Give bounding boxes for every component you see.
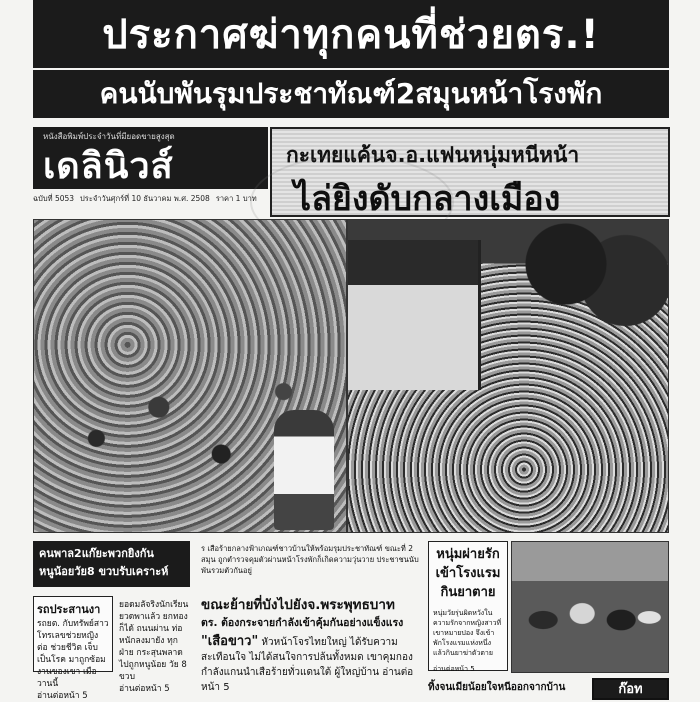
police-station-building bbox=[348, 240, 481, 390]
lead-story-line1: กะเทยแค้นจ.อ.แฟนหนุ่มหนีหน้า bbox=[286, 143, 580, 167]
middle-story-body bbox=[197, 634, 425, 695]
arrest-photo bbox=[511, 541, 669, 673]
shooting-story-more[interactable]: อ่านต่อหน้า 5 bbox=[119, 684, 170, 694]
lead-story-headline bbox=[270, 127, 670, 217]
trees bbox=[498, 220, 668, 330]
main-headline: ประกาศฆ่าทุกคนที่ช่วยตร.! bbox=[33, 0, 669, 68]
car-crash-body: รถยต. กับทรัพย์สาว โทรเลขช่วยหญิง ต่อ ช่วยชีวิต เจ็บเป็นโรค มาถูกซ้อม งานของเขา เมือ วานนี้ bbox=[37, 619, 109, 689]
car-crash-story bbox=[33, 596, 113, 701]
suicide-more[interactable]: อ่านต่อหน้า 5 bbox=[433, 665, 475, 673]
left-column-headline bbox=[33, 541, 190, 587]
crowd-photo-right bbox=[347, 219, 669, 533]
shooting-story-text: ยอดมลัจริงนักเรียน ยวดพาแล้ว ยกทองก็ได้ ถนนผ่าน ท่อหนักลงมายัง ทุกฝ่าย กระสุนพลาด ไปถูกหนูน้อย วัย 8 ขวบ bbox=[119, 600, 189, 682]
issue-number: ฉบับที่ 5053 bbox=[33, 194, 75, 203]
left-column-headline-line1: คนพาล2แก๊ยะพวกยิงกัน bbox=[39, 547, 154, 560]
crowd-photo-left bbox=[33, 219, 347, 533]
left-column-headline-line2: หนูน้อยวัย8 ขวบรับเคราะห์ bbox=[39, 565, 169, 578]
suicide-title-line1: หนุ่มผ่ายรัก bbox=[436, 547, 500, 562]
corner-label: ก๊อท bbox=[592, 678, 669, 700]
lead-story-line2: ไล่ยิงดับกลางเมือง bbox=[294, 179, 561, 219]
middle-story-title: ขณะย้ายที่บังไปยังจ.พระพุทธบาท bbox=[201, 597, 395, 613]
middle-story-nickname: "เสือขาว" bbox=[201, 634, 259, 649]
issue-line bbox=[33, 192, 268, 206]
newspaper-name: เดลินิวส์ bbox=[43, 145, 174, 187]
bottom-teaser: ทิ้งจนเมียน้อยใจหนีออกจากบ้าน bbox=[428, 682, 566, 693]
suicide-body: หนุ่มวัยรุ่นผิดหวังในความรักจากหญิงสาวที่เขาหมายปอง จึงเข้าพักโรงแรมแห่งหนึ่งแล้วกินยาฆ่าตัวตาย bbox=[433, 609, 502, 657]
child-figure bbox=[274, 410, 334, 530]
middle-story-subtitle: ตร. ต้องกระจายกำลังเข้าคุ้มกันอย่างแข็งแรง bbox=[201, 617, 404, 629]
suicide-title-line2: เข้าโรงแรม bbox=[435, 566, 501, 581]
issue-price: ราคา 1 บาท bbox=[215, 194, 257, 203]
sub-headline: คนนับพันรุมประชาทัณฑ์2สมุนหน้าโรงพัก bbox=[33, 70, 669, 118]
issue-date: ประจำวันศุกร์ที่ 10 ธันวาคม พ.ศ. 2508 bbox=[80, 194, 210, 203]
shooting-story-body bbox=[116, 596, 193, 694]
masthead bbox=[33, 127, 268, 189]
car-crash-title: รถประสานงา bbox=[37, 603, 101, 616]
masthead-tagline: หนังสือพิมพ์ประจำวันที่มียอดขายสูงสุด bbox=[43, 132, 175, 141]
car-crash-more[interactable]: อ่านต่อหน้า 5 bbox=[37, 691, 88, 701]
suicide-title-line3: กินยาตาย bbox=[440, 585, 496, 600]
suicide-story bbox=[428, 541, 508, 671]
middle-story-intro: ร เสือร้ายกลางฟ้าเกณฑ์ชาวบ้านให้พร้อมรุมประชาทัณฑ์ ขณะที่ 2 สมุน ถูกตำรวจคุมตัวผ่านหน้าโรงพักก็เกิดความวุ่นวาย ประชาชนนับพันรวมตัวกันอยู่ bbox=[201, 544, 419, 575]
middle-story-text: หัวหน้าโจรไทยใหญ่ ได้รับความสะเทือนใจ ไม่ได้สนใจการปล้นทั้งหมด เขาคุมกองกำลังแกนนำเสือร้ายทั่วแดนใต้ ผู้ใหญ่บ้าน bbox=[201, 637, 413, 678]
middle-story-more[interactable]: อ่านต่อหน้า 5 bbox=[201, 667, 414, 693]
